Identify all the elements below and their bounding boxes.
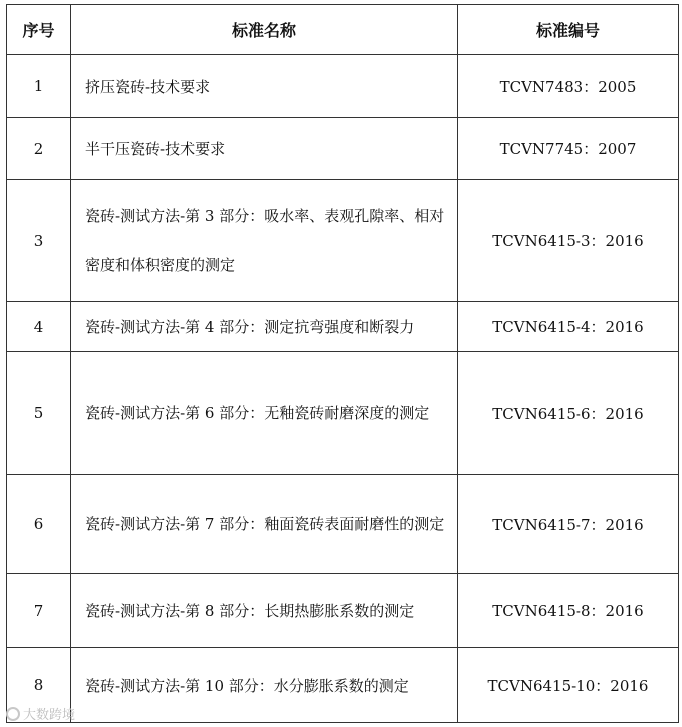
watermark bbox=[6, 704, 75, 723]
header-seq: 序号 bbox=[7, 5, 71, 55]
row-code: TCVN6415-8：2016 bbox=[458, 574, 679, 648]
standards-table bbox=[6, 4, 679, 723]
table-row bbox=[7, 648, 679, 723]
row-code: TCVN6415-10：2016 bbox=[458, 648, 679, 723]
row-name: 挤压瓷砖-技术要求 bbox=[71, 55, 458, 118]
table-row bbox=[7, 574, 679, 648]
row-code: TCVN7745：2007 bbox=[458, 118, 679, 180]
table-row bbox=[7, 475, 679, 574]
table-row bbox=[7, 55, 679, 118]
table-row bbox=[7, 180, 679, 302]
row-name: 瓷砖-测试方法-第 6 部分：无釉瓷砖耐磨深度的测定 bbox=[71, 352, 458, 475]
brand-logo-icon bbox=[6, 707, 20, 721]
table-row bbox=[7, 118, 679, 180]
row-seq: 1 bbox=[7, 55, 71, 118]
header-code: 标准编号 bbox=[458, 5, 679, 55]
row-name: 瓷砖-测试方法-第 10 部分：水分膨胀系数的测定 bbox=[71, 648, 458, 723]
row-code: TCVN6415-4：2016 bbox=[458, 302, 679, 352]
row-seq: 2 bbox=[7, 118, 71, 180]
row-code: TCVN7483：2005 bbox=[458, 55, 679, 118]
table-row bbox=[7, 352, 679, 475]
header-row bbox=[7, 5, 679, 55]
row-code: TCVN6415-7：2016 bbox=[458, 475, 679, 574]
row-name: 瓷砖-测试方法-第 4 部分：测定抗弯强度和断裂力 bbox=[71, 302, 458, 352]
row-name: 瓷砖-测试方法-第 3 部分：吸水率、表观孔隙率、相对密度和体积密度的测定 bbox=[71, 180, 458, 302]
row-name: 瓷砖-测试方法-第 8 部分：长期热膨胀系数的测定 bbox=[71, 574, 458, 648]
table-row bbox=[7, 302, 679, 352]
row-seq: 8 bbox=[7, 648, 71, 723]
row-code: TCVN6415-6：2016 bbox=[458, 352, 679, 475]
watermark-text: 大数跨境 bbox=[23, 708, 76, 723]
row-name: 瓷砖-测试方法-第 7 部分：釉面瓷砖表面耐磨性的测定 bbox=[71, 475, 458, 574]
row-name: 半干压瓷砖-技术要求 bbox=[71, 118, 458, 180]
header-name: 标准名称 bbox=[71, 5, 458, 55]
row-seq: 7 bbox=[7, 574, 71, 648]
row-seq: 6 bbox=[7, 475, 71, 574]
row-code: TCVN6415-3：2016 bbox=[458, 180, 679, 302]
row-seq: 4 bbox=[7, 302, 71, 352]
row-seq: 5 bbox=[7, 352, 71, 475]
row-seq: 3 bbox=[7, 180, 71, 302]
